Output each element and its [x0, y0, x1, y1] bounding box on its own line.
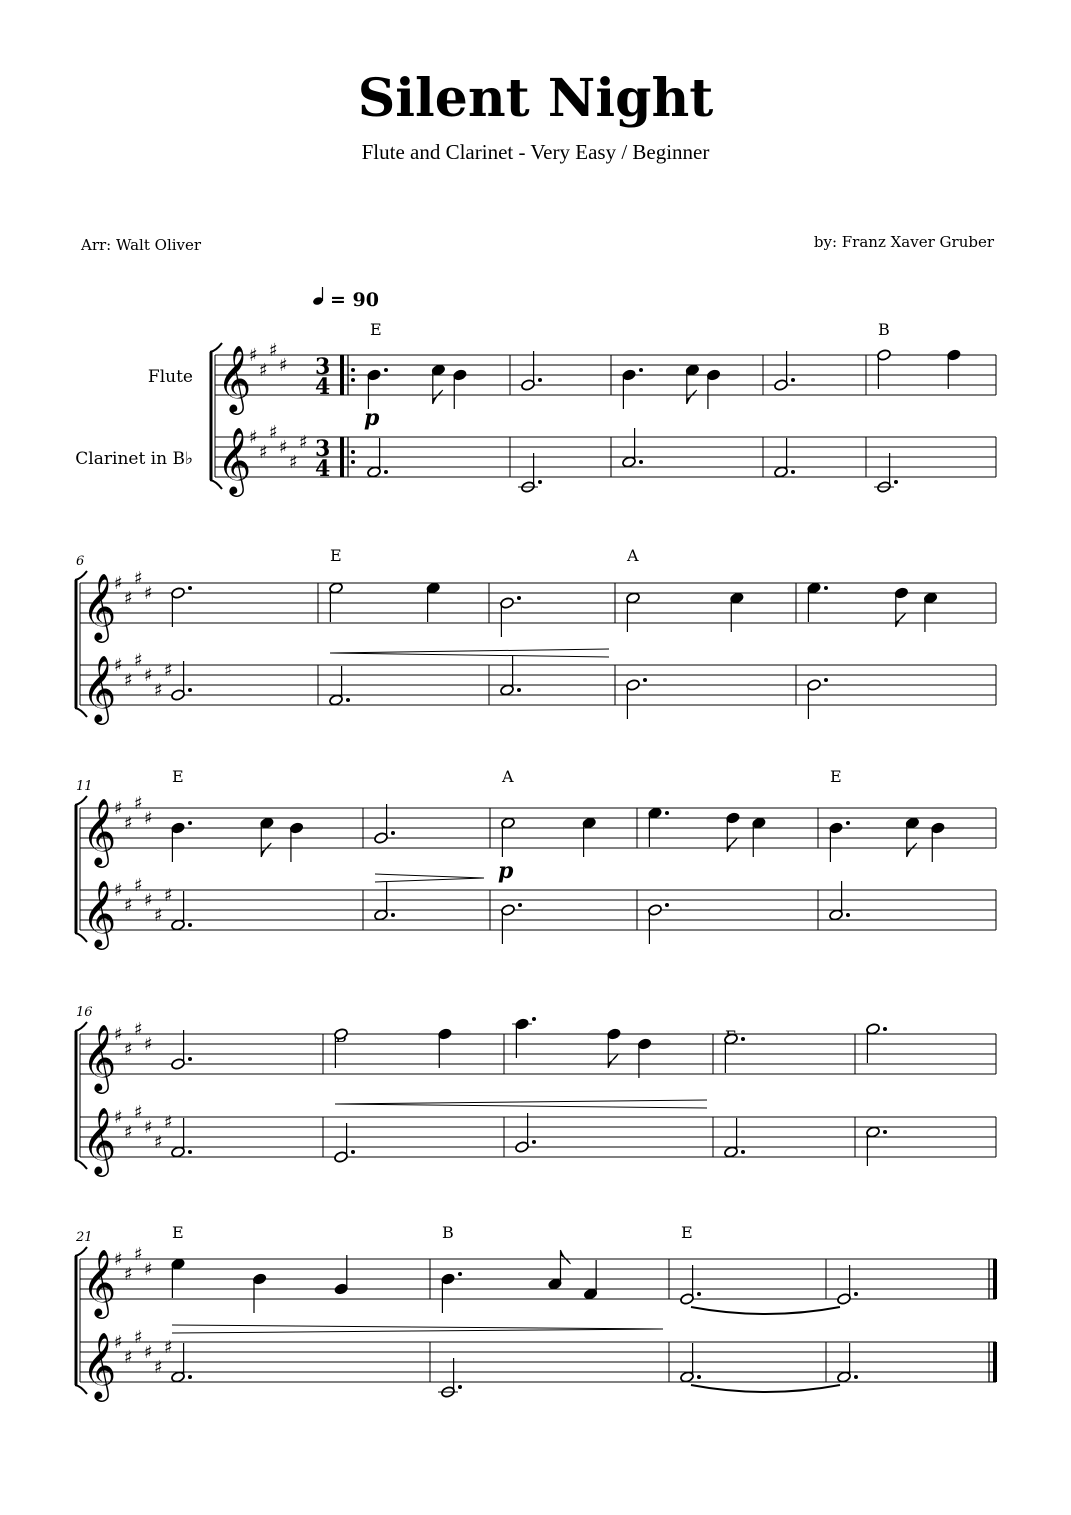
key-sharp-icon: ♯: [134, 875, 143, 896]
key-sharp-icon: ♯: [144, 890, 153, 911]
chord-symbol: E: [172, 767, 184, 786]
hairpin: [172, 1325, 663, 1333]
piece-title: Silent Night: [357, 68, 714, 129]
measure-number: 11: [76, 779, 93, 794]
piece-subtitle: Flute and Clarinet - Very Easy / Beginner: [361, 140, 710, 164]
chord-symbol: A: [502, 767, 514, 786]
flute-note: [289, 822, 304, 862]
key-sharp-icon: ♯: [164, 885, 173, 906]
tempo-text: = 90: [330, 289, 379, 311]
clarinet-note: [622, 428, 643, 468]
clarinet-note: [501, 903, 522, 944]
treble-clef-icon: 𝄞: [82, 1106, 117, 1174]
augmentation-dot: [883, 1130, 887, 1134]
augmentation-dot: [639, 368, 643, 372]
flute-note: [441, 1272, 462, 1313]
key-sharp-icon: ♯: [289, 452, 298, 473]
key-sharp-icon: ♯: [114, 1107, 123, 1128]
instrument-name-flute: Flute: [147, 367, 193, 387]
key-sharp-icon: ♯: [154, 1357, 163, 1378]
clarinet-note: [500, 656, 521, 696]
flute-note: [501, 817, 516, 857]
measure-number: 16: [76, 1005, 93, 1020]
clarinet-note: [171, 1118, 192, 1158]
clarinet-note: [837, 1343, 858, 1383]
key-sharp-icon: ♯: [114, 1249, 123, 1270]
augmentation-dot: [665, 903, 669, 907]
clarinet-staff: [80, 1117, 996, 1157]
note-flag: [561, 1250, 571, 1264]
flute-note: [706, 369, 721, 409]
composer-credit: by: Franz Xaver Gruber: [813, 233, 994, 251]
chord-symbol: B: [442, 1223, 454, 1242]
key-sharp-icon: ♯: [144, 1342, 153, 1363]
measure-number: 6: [76, 554, 85, 569]
flute-note: [730, 592, 745, 632]
flute-note: [726, 812, 741, 852]
dynamic-marking: p: [364, 405, 380, 431]
flute-note: [438, 1028, 453, 1068]
repeat-dot: [351, 460, 355, 464]
flute-note: [923, 592, 938, 632]
chord-symbol: E: [172, 1223, 184, 1242]
augmentation-dot: [188, 586, 192, 590]
key-sharp-icon: ♯: [124, 1039, 133, 1060]
key-sharp-icon: ♯: [164, 660, 173, 681]
repeat-dot: [351, 368, 355, 372]
flute-note: [866, 1023, 887, 1063]
clarinet-note: [680, 1343, 701, 1383]
key-sharp-icon: ♯: [279, 355, 288, 376]
chord-symbol: E: [370, 320, 382, 339]
dynamic-marking: p: [498, 858, 514, 884]
clarinet-note: [374, 881, 395, 921]
flute-note: [500, 596, 521, 637]
flute-note: [622, 368, 643, 409]
augmentation-dot: [846, 821, 850, 825]
flute-note: [931, 822, 946, 862]
flute-note: [171, 586, 192, 627]
clarinet-note: [829, 881, 850, 921]
key-sharp-icon: ♯: [124, 1264, 133, 1285]
augmentation-dot: [188, 1057, 192, 1061]
time-signature-numerator: 3: [315, 436, 331, 462]
key-sharp-icon: ♯: [134, 793, 143, 814]
key-sharp-icon: ♯: [134, 1244, 143, 1265]
hairpin: [335, 1100, 707, 1108]
key-sharp-icon: ♯: [269, 340, 278, 361]
note-flag: [727, 838, 737, 852]
tempo-marking: [312, 287, 379, 311]
key-sharp-icon: ♯: [164, 1112, 173, 1133]
treble-clef-icon: 𝄞: [82, 879, 117, 947]
augmentation-dot: [532, 1140, 536, 1144]
key-sharp-icon: ♯: [134, 568, 143, 589]
augmentation-dot: [643, 678, 647, 682]
augmentation-dot: [538, 480, 542, 484]
augmentation-dot: [188, 1375, 192, 1379]
clarinet-note: [367, 438, 388, 478]
key-sharp-icon: ♯: [114, 573, 123, 594]
time-signature-denominator: 4: [315, 456, 331, 482]
augmentation-dot: [458, 1272, 462, 1276]
key-sharp-icon: ♯: [114, 880, 123, 901]
flute-note: [512, 1017, 536, 1058]
chord-symbol: B: [878, 320, 890, 339]
hairpin-line: [172, 1329, 663, 1333]
treble-clef-icon: 𝄞: [82, 1023, 117, 1091]
clarinet-staff: [215, 437, 996, 477]
key-sharp-icon: ♯: [144, 1034, 153, 1055]
key-sharp-icon: ♯: [144, 1259, 153, 1280]
augmentation-dot: [518, 903, 522, 907]
clarinet-note: [438, 1358, 462, 1398]
clarinet-note: [171, 891, 192, 931]
flute-note: [894, 587, 909, 627]
augmentation-dot: [538, 378, 542, 382]
augmentation-dot: [791, 378, 795, 382]
hairpin-line: [330, 653, 609, 657]
augmentation-dot: [517, 596, 521, 600]
augmentation-dot: [846, 913, 850, 917]
note-flag: [896, 613, 906, 627]
clarinet-note: [874, 453, 898, 493]
augmentation-dot: [697, 1292, 701, 1296]
key-sharp-icon: ♯: [124, 1122, 133, 1143]
key-sharp-icon: ♯: [134, 1102, 143, 1123]
flute-note: [626, 592, 641, 632]
key-sharp-icon: ♯: [124, 1347, 133, 1368]
tie: [691, 1385, 840, 1392]
augmentation-dot: [894, 480, 898, 484]
augmentation-dot: [824, 678, 828, 682]
flute-note: [548, 1250, 571, 1290]
key-sharp-icon: ♯: [154, 680, 163, 701]
augmentation-dot: [188, 1150, 192, 1154]
augmentation-dot: [665, 811, 669, 815]
flute-note: [724, 1033, 745, 1073]
flute-note: [171, 821, 192, 862]
note-flag: [433, 390, 443, 404]
flute-note: [431, 364, 446, 404]
treble-clef-icon: 𝄞: [82, 1248, 117, 1316]
augmentation-dot: [391, 831, 395, 835]
hairpin: [375, 874, 484, 882]
flute-note: [905, 817, 920, 857]
augmentation-dot: [639, 460, 643, 464]
key-sharp-icon: ♯: [154, 905, 163, 926]
flute-note: [752, 817, 767, 857]
augmentation-dot: [854, 1375, 858, 1379]
key-sharp-icon: ♯: [144, 808, 153, 829]
augmentation-dot: [697, 1375, 701, 1379]
flute-staff: [80, 808, 996, 848]
key-sharp-icon: ♯: [144, 665, 153, 686]
augmentation-dot: [351, 1150, 355, 1154]
flute-note: [947, 349, 962, 389]
hairpin-line: [375, 874, 484, 878]
clarinet-staff: [80, 1342, 996, 1382]
flute-note: [607, 1028, 622, 1068]
clarinet-note: [626, 678, 647, 719]
clarinet-staff: [80, 665, 996, 705]
treble-clef-icon: 𝄞: [82, 654, 117, 722]
augmentation-dot: [391, 913, 395, 917]
key-sharp-icon: ♯: [144, 1117, 153, 1138]
treble-clef-icon: 𝄞: [217, 426, 252, 494]
note-flag: [608, 1054, 618, 1068]
repeat-dot: [351, 378, 355, 382]
measure-number: 21: [76, 1230, 93, 1245]
key-sharp-icon: ♯: [154, 1132, 163, 1153]
chord-symbol: A: [627, 546, 639, 565]
key-sharp-icon: ♯: [259, 442, 268, 463]
key-sharp-icon: ♯: [134, 650, 143, 671]
flute-note: [877, 349, 892, 389]
augmentation-dot: [188, 821, 192, 825]
clarinet-staff: [80, 890, 996, 930]
flute-note: [453, 369, 468, 409]
augmentation-dot: [384, 470, 388, 474]
flute-note: [583, 1260, 598, 1300]
augmentation-dot: [532, 1017, 536, 1021]
key-sharp-icon: ♯: [124, 588, 133, 609]
key-sharp-icon: ♯: [164, 1337, 173, 1358]
hairpin: [330, 649, 609, 657]
chord-symbol: E: [830, 767, 842, 786]
instrument-name-clarinet: Clarinet in B♭: [75, 449, 193, 469]
key-sharp-icon: ♯: [114, 798, 123, 819]
flute-note: [637, 1038, 652, 1078]
hairpin-line: [330, 649, 609, 653]
hairpin-line: [335, 1100, 707, 1104]
augmentation-dot: [741, 1150, 745, 1154]
augmentation-dot: [854, 1292, 858, 1296]
key-sharp-icon: ♯: [114, 655, 123, 676]
repeat-dot: [351, 450, 355, 454]
key-sharp-icon: ♯: [134, 1019, 143, 1040]
treble-clef-icon: 𝄞: [82, 1331, 117, 1399]
key-sharp-icon: ♯: [124, 670, 133, 691]
time-signature-numerator: 3: [315, 354, 331, 380]
key-sharp-icon: ♯: [114, 1024, 123, 1045]
flute-note: [334, 1028, 349, 1068]
augmentation-dot: [384, 368, 388, 372]
arranger-credit: Arr: Walt Oliver: [81, 236, 202, 254]
treble-clef-icon: 𝄞: [82, 797, 117, 865]
treble-clef-icon: 𝄞: [217, 344, 252, 412]
tie: [691, 1307, 840, 1314]
flute-staff: [80, 583, 996, 623]
clarinet-note: [171, 1343, 192, 1383]
hairpin-line: [172, 1325, 663, 1329]
note-flag: [907, 843, 917, 857]
hairpin-line: [335, 1104, 707, 1108]
flute-note: [582, 817, 597, 857]
augmentation-dot: [517, 688, 521, 692]
key-sharp-icon: ♯: [279, 437, 288, 458]
hairpin-line: [375, 878, 484, 882]
key-sharp-icon: ♯: [269, 422, 278, 443]
flute-note: [807, 582, 828, 622]
flute-note: [367, 368, 388, 409]
flute-note: [648, 807, 669, 847]
key-sharp-icon: ♯: [114, 1332, 123, 1353]
flute-note: [426, 582, 441, 622]
chord-symbol: E: [330, 546, 342, 565]
clarinet-note: [866, 1126, 887, 1166]
treble-clef-icon: 𝄞: [82, 572, 117, 640]
augmentation-dot: [791, 470, 795, 474]
augmentation-dot: [346, 698, 350, 702]
flute-note: [260, 817, 275, 857]
augmentation-dot: [741, 1037, 745, 1041]
flute-note: [334, 1255, 349, 1295]
flute-note: [829, 821, 850, 862]
flute-staff: [80, 1034, 996, 1074]
key-sharp-icon: ♯: [249, 427, 258, 448]
augmentation-dot: [883, 1027, 887, 1031]
key-sharp-icon: ♯: [144, 583, 153, 604]
augmentation-dot: [824, 586, 828, 590]
clarinet-note: [807, 678, 828, 719]
clarinet-note: [648, 903, 669, 944]
key-sharp-icon: ♯: [124, 813, 133, 834]
note-flag: [261, 843, 271, 857]
clarinet-note: [724, 1118, 745, 1158]
key-sharp-icon: ♯: [299, 432, 308, 453]
time-signature-denominator: 4: [315, 374, 331, 400]
clarinet-note: [774, 438, 795, 478]
key-sharp-icon: ♯: [134, 1327, 143, 1348]
flute-note: [171, 1258, 186, 1298]
flute-note: [329, 582, 344, 622]
key-sharp-icon: ♯: [259, 360, 268, 381]
note-flag: [687, 390, 697, 404]
augmentation-dot: [188, 923, 192, 927]
key-sharp-icon: ♯: [124, 895, 133, 916]
clarinet-note: [518, 453, 542, 493]
clarinet-note: [329, 666, 350, 706]
flute-staff: [80, 1259, 996, 1299]
flute-note: [252, 1273, 267, 1313]
key-sharp-icon: ♯: [249, 345, 258, 366]
augmentation-dot: [188, 688, 192, 692]
chord-symbol: E: [681, 1223, 693, 1242]
flute-note: [685, 364, 700, 404]
augmentation-dot: [458, 1385, 462, 1389]
